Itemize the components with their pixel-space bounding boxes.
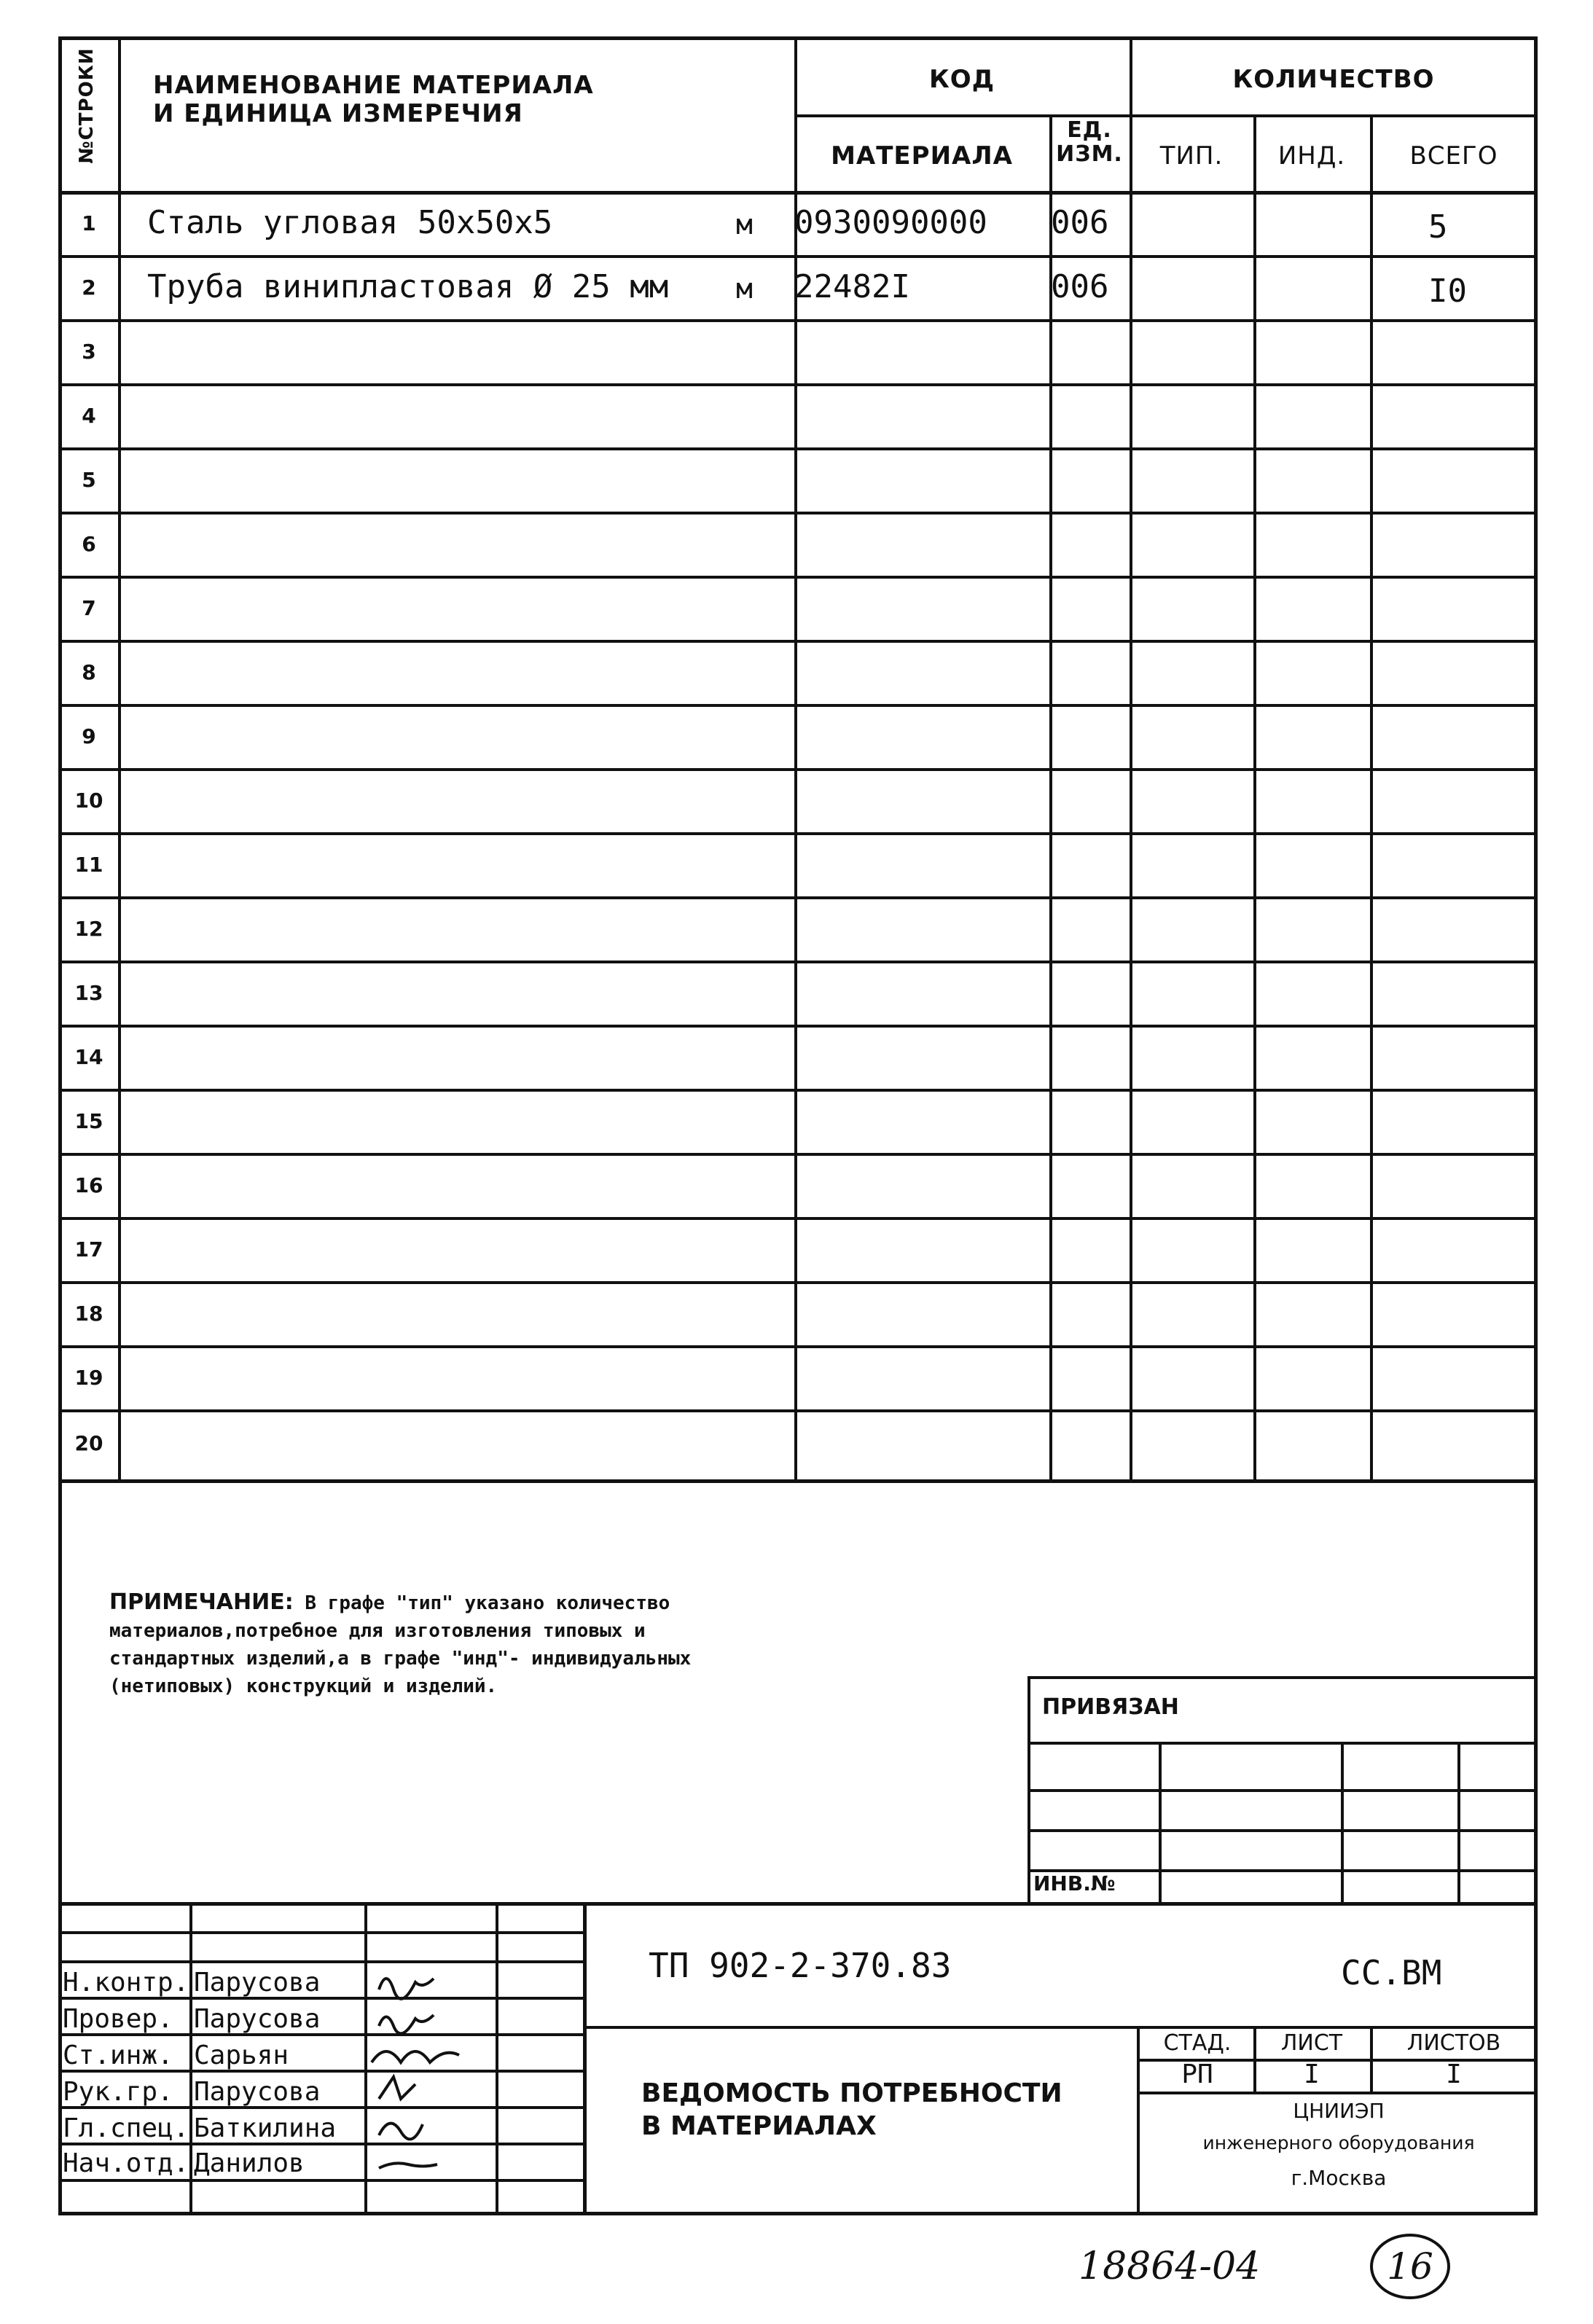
- qty-typ-header: ТИП.: [1159, 141, 1224, 171]
- row-number: 16: [74, 1173, 103, 1197]
- row-number: 9: [82, 724, 96, 748]
- signer-role: Ст.инж.: [63, 2041, 173, 2070]
- qty-ind-header: ИНД.: [1277, 141, 1346, 171]
- row2-total: I0: [1428, 273, 1467, 310]
- page-number: 16: [1387, 2245, 1433, 2288]
- row-number: 4: [82, 404, 96, 428]
- signer-name: Парусова: [194, 2004, 321, 2034]
- archive-number: 18864-04: [1079, 2245, 1261, 2288]
- drawing-sheet: [58, 36, 1538, 2215]
- code-material-header: МАТЕРИАЛА: [831, 141, 1013, 171]
- row1-unit-letter: м: [736, 208, 753, 240]
- privyazan-label: ПРИВЯЗАН: [1042, 1694, 1179, 1720]
- stage-value: РП: [1181, 2059, 1213, 2089]
- doc-number: ТП 902-2-370.83: [649, 1946, 952, 1985]
- inv-label: ИНВ.№: [1033, 1871, 1116, 1895]
- row-number: 8: [82, 660, 96, 684]
- signer-name: Баткилина: [194, 2113, 337, 2143]
- signer-name: Данилов: [194, 2148, 305, 2178]
- org-city: г.Москва: [1291, 2166, 1387, 2190]
- row-number: 5: [82, 468, 96, 492]
- row-number: 3: [82, 340, 96, 364]
- row-number: 10: [74, 789, 103, 813]
- row1-code: 0930090000: [794, 204, 987, 241]
- signer-role: Провер.: [63, 2004, 173, 2034]
- row-number: 14: [74, 1045, 103, 1069]
- row2-unit-letter: м: [736, 273, 753, 305]
- row-number-header: №СТРОКИ: [76, 47, 98, 164]
- row-number: 15: [74, 1109, 103, 1133]
- row2-code: 22482I: [794, 268, 910, 305]
- org-name: ЦНИИЭП: [1293, 2099, 1385, 2123]
- row-number: 17: [74, 1237, 103, 1261]
- row-number: 18: [74, 1302, 103, 1326]
- qty-total-header: ВСЕГО: [1409, 141, 1498, 171]
- signer-role: Нач.отд.: [63, 2148, 189, 2178]
- row-number: 13: [74, 981, 103, 1005]
- signer-name: Парусова: [194, 1968, 321, 1998]
- row-number: 2: [82, 275, 96, 300]
- code-unit-header: ЕД. ИЗМ.: [1056, 117, 1123, 167]
- signer-role: Н.контр.: [63, 1968, 189, 1998]
- row-number: 19: [74, 1366, 103, 1390]
- stage-label: СТАД.: [1163, 2030, 1232, 2056]
- note-label: ПРИМЕЧАНИЕ:: [109, 1589, 294, 1615]
- sheet-label: ЛИСТ: [1280, 2030, 1343, 2056]
- signer-name: Парусова: [194, 2077, 321, 2107]
- sheets-label: ЛИСТОВ: [1406, 2030, 1501, 2056]
- row-number: 20: [74, 1431, 103, 1455]
- doc-mark: СС.ВМ: [1341, 1953, 1442, 1992]
- row1-name: Сталь угловая 50x50x5: [147, 204, 553, 241]
- row-number: 6: [82, 532, 96, 556]
- row-number: 7: [82, 596, 96, 620]
- name-column-header: НАИМЕНОВАНИЕ МАТЕРИАЛА И ЕДИНИЦА ИЗМЕРЕЧИЯ: [153, 71, 594, 129]
- row1-unit: 006: [1051, 204, 1109, 241]
- row1-total: 5: [1428, 208, 1448, 246]
- row-number: 1: [82, 211, 96, 235]
- signer-role: Гл.спец.: [63, 2113, 189, 2143]
- row-number: 11: [74, 853, 103, 877]
- row2-unit: 006: [1051, 268, 1109, 305]
- quantity-group-header: КОЛИЧЕСТВО: [1232, 65, 1435, 94]
- sheets-value: I: [1446, 2059, 1462, 2089]
- page-number-circle: [1370, 2234, 1450, 2299]
- signer-role: Рук.гр.: [63, 2077, 173, 2107]
- outer-frame: [58, 36, 1538, 2215]
- org-subtitle: инженерного оборудования: [1202, 2132, 1475, 2153]
- note-block: [109, 1589, 758, 1700]
- sheet-value: I: [1304, 2059, 1320, 2089]
- signer-name: Сарьян: [194, 2041, 289, 2070]
- code-group-header: КОД: [929, 65, 995, 94]
- note-text: В графе "тип" указано количество материалов,потребное для изготовления типовых и стандартных изделий,а в графе "инд"- индивидуальных (нетиповых) конструкций и изделий.: [109, 1592, 692, 1697]
- row-number: 12: [74, 917, 103, 941]
- row2-name: Труба винипластовая Ø 25 мм: [147, 268, 669, 305]
- doc-title: ВЕДОМОСТЬ ПОТРЕБНОСТИ В МАТЕРИАЛАХ: [641, 2078, 1062, 2141]
- signature-marks: [364, 1960, 496, 2179]
